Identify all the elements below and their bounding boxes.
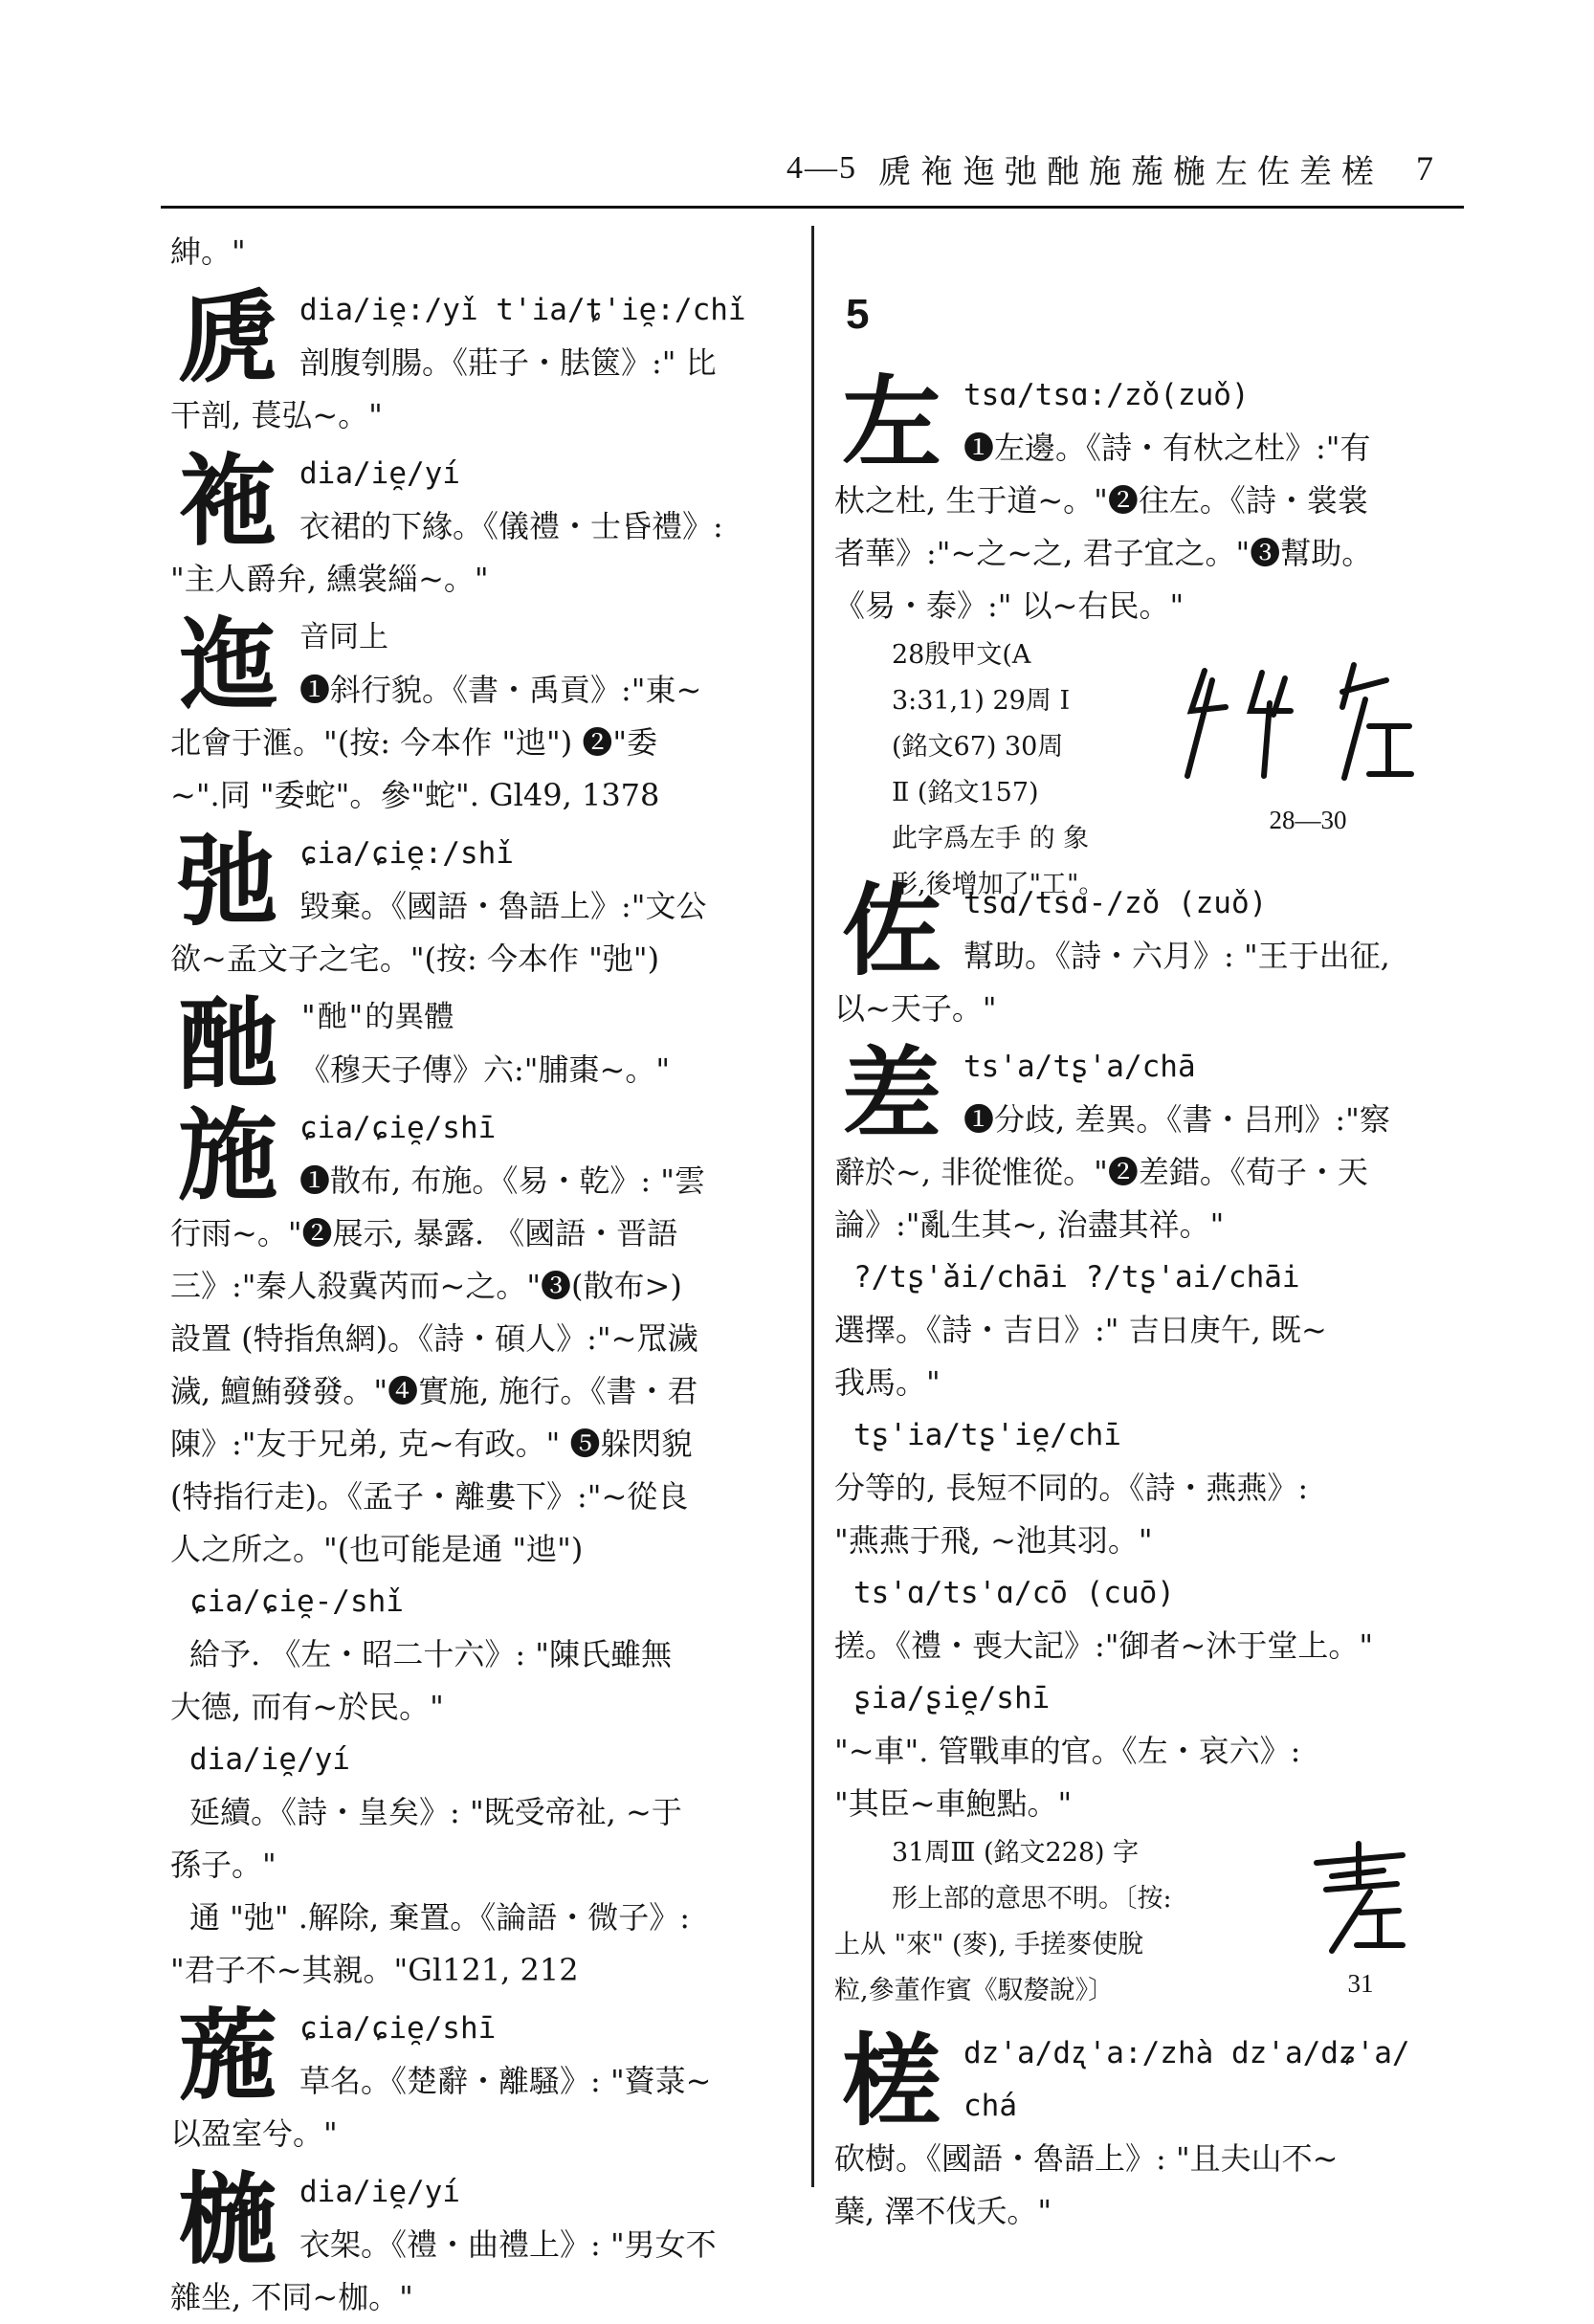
ancient-form-note	[834, 1830, 1466, 2022]
right-column	[834, 226, 1466, 2238]
pronunciation: dia/ie̯/yí	[299, 456, 460, 491]
head-character: 左	[841, 364, 941, 481]
definition-line: 三》:"秦人殺冀芮而~之。"❸(散布>)	[170, 1268, 682, 1304]
ancient-glyphs	[1303, 1834, 1418, 2006]
definition-line: "君子不~其親。"Gl121, 212	[170, 1952, 579, 1988]
column-divider	[811, 226, 814, 2187]
definition-line: 《易・泰》:" 以~右民。"	[834, 587, 1184, 624]
definition-line: 北會于滙。"(按: 今本作 "迆") ❷"委	[170, 724, 658, 761]
definition-line: 幫助。《詩・六月》: "王于出征,	[963, 938, 1390, 974]
definition-line: 選擇。《詩・吉日》:" 吉日庚午, 既~	[834, 1312, 1327, 1348]
definition-line: 衣架。《禮・曲禮上》: "男女不	[299, 2226, 717, 2263]
dictionary-entry	[834, 872, 1466, 1035]
definition-line: 大德, 而有~於民。"	[170, 1689, 444, 1725]
definition-line: 人之所之。"(也可能是通 "迆")	[170, 1531, 584, 1567]
definition-line: 草名。《楚辭・離騷》: "薋菉~	[299, 2063, 712, 2099]
pronunciation: tsɑ/tsɑ:/zǒ(zuǒ)	[963, 378, 1250, 412]
bronze-inscription-cha-image	[1303, 1834, 1418, 1959]
definition-line: 以盈室兮。"	[170, 2115, 338, 2152]
definition-line: 欲~孟文子之宅。"(按: 今本作 "弛")	[170, 941, 660, 977]
definition-line: 陳》:"友于兄弟, 克~有政。" ❺躲閃貌	[170, 1426, 693, 1462]
note-line: 形上部的意思不明。〔按:	[892, 1884, 1172, 1914]
definition-line: 《穆天子傳》六:"脯棗~。"	[299, 1051, 671, 1088]
dictionary-entry	[834, 1035, 1466, 1251]
definition-line: 通 "弛" .解除, 棄置。《論語・微子》:	[189, 1899, 691, 1936]
pronunciation: dia/ie̯:/yǐ t'ia/ȶ'ie̯:/chǐ	[299, 293, 746, 327]
definition-line: 蘖, 澤不伐夭。"	[834, 2193, 1052, 2229]
definition-line: 設置 (特指魚網)。《詩・碩人》:"~罛濊	[170, 1320, 698, 1357]
glyph-caption: 28—30	[1269, 806, 1347, 834]
pronunciation: tsɑ/tsɑ-/zǒ (zuǒ)	[963, 886, 1268, 920]
definition-line: 杕之杜, 生于道~。"❷往左。《詩・裳裳	[834, 482, 1368, 519]
sub-entry	[834, 1251, 1466, 1409]
definition-line: "其臣~車鮑點。"	[834, 1785, 1073, 1822]
sub-entry	[170, 1576, 797, 1734]
ancient-form-note	[834, 632, 1466, 899]
definition-line: 給予. 《左・昭二十六》: "陳氏雖無	[189, 1636, 673, 1672]
definition-line: 剖腹刳腸。《莊子・胠篋》:" 比	[299, 344, 717, 381]
section-number: 5	[846, 291, 870, 338]
definition-line: "燕燕于飛, ~池其羽。"	[834, 1522, 1153, 1559]
definition-line: 衣裙的下緣。《儀禮・士昏禮》:	[299, 508, 723, 544]
sub-entry	[834, 1672, 1466, 1830]
dictionary-entry	[834, 2022, 1466, 2238]
pronunciation: dz'a/dʐ'a:/zhà dz'a/dʑ'a/	[963, 2036, 1410, 2070]
definition-line: 者華》:"~之~之, 君子宜之。"❸幫助。	[834, 535, 1373, 571]
sub-entry	[834, 1567, 1466, 1672]
dictionary-entry	[834, 364, 1466, 632]
pronunciation: ɕia/ɕie̯-/shǐ	[189, 1584, 404, 1619]
pronunciation: dia/ie̯/yí	[299, 2175, 460, 2209]
definition-line: 干剖, 萇弘~。"	[170, 397, 383, 433]
pronunciation: dia/ie̯/yí	[189, 1742, 350, 1777]
sub-entry	[834, 1409, 1466, 1567]
note-line: (銘文67) 30周	[892, 732, 1064, 762]
definition-line: ❶分歧, 差異。《書・吕刑》:"察	[963, 1101, 1390, 1138]
header-entry-range: 4—5	[786, 150, 857, 186]
pronunciation: ts'ɑ/ts'ɑ/cō (cuō)	[853, 1576, 1175, 1610]
pronunciation: "酏"的異體	[299, 1000, 454, 1034]
dictionary-entry	[170, 278, 797, 442]
header-rule	[161, 206, 1464, 209]
definition-line: "主人爵弁, 纁裳緇~。"	[170, 561, 489, 597]
head-character: 迤	[177, 606, 277, 723]
pronunciation: ɕia/ɕie̯/shī	[299, 2011, 497, 2046]
note-line: 形,後增加了"工"。	[892, 870, 1105, 899]
dictionary-entry	[170, 2160, 797, 2324]
dictionary-entry	[170, 606, 797, 822]
continued-text: 紳。"	[170, 233, 246, 270]
head-character: 槎	[841, 2022, 941, 2139]
definition-line: "~車". 管戰車的官。《左・哀六》:	[834, 1733, 1301, 1769]
definition-line: 搓。《禮・喪大記》:"御者~沐于堂上。"	[834, 1627, 1374, 1664]
bronze-inscription-zuo-image	[1174, 652, 1442, 795]
definition-line: 延續。《詩・皇矣》: "既受帝祉, ~于	[189, 1794, 682, 1830]
running-header	[593, 142, 1435, 195]
header-characters: 虒袘迤弛酏施葹椸左佐差槎	[878, 152, 1384, 191]
note-line: 28殷甲文(A	[892, 640, 1031, 670]
definition-line: ❶斜行貌。《書・禹貢》:"東~	[299, 672, 702, 708]
pronunciation: tʂ'ia/tʂ'ie̯/chī	[853, 1418, 1121, 1452]
pronunciation: ɕia/ɕie̯/shī	[299, 1111, 497, 1145]
head-character: 椸	[177, 2160, 277, 2278]
note-line: 上从 "來" (麥), 手搓麥使脫	[834, 1930, 1144, 1959]
head-character: 葹	[177, 1997, 277, 2114]
definition-line: ❶散布, 布施。《易・乾》: "雲	[299, 1162, 706, 1199]
definition-line: 辭於~, 非從惟從。"❷差錯。《荀子・天	[834, 1154, 1368, 1190]
pronunciation: ɕia/ɕie̯:/shǐ	[299, 836, 514, 871]
note-line: 此字爲左手 的 象	[892, 824, 1090, 853]
note-line: 3:31,1) 29周 I	[892, 686, 1071, 716]
pronunciation: ts'a/tʂ'a/chā	[963, 1050, 1196, 1084]
head-character: 佐	[841, 872, 941, 989]
head-character: 虒	[177, 278, 277, 396]
definition-line: 濊, 鱣鮪發發。"❹實施, 施行。《書・君	[170, 1373, 698, 1409]
dictionary-entry	[170, 1997, 797, 2160]
note-line: Ⅱ (銘文157)	[892, 778, 1039, 808]
pronunciation: 音同上	[299, 620, 388, 654]
note-line: 粒,參董作賓《馭嫠說》〕	[834, 1976, 1115, 2005]
definition-line: 論》:"亂生其~, 治盡其祥。"	[834, 1206, 1225, 1243]
definition-line: 孫子。"	[170, 1847, 277, 1883]
definition-line: 砍樹。《國語・魯語上》: "且夫山不~	[834, 2140, 1339, 2177]
head-character: 酏	[177, 985, 277, 1103]
definition-line: (特指行走)。《孟子・離婁下》:"~從良	[170, 1478, 689, 1515]
definition-line: 分等的, 長短不同的。《詩・燕燕》:	[834, 1470, 1309, 1506]
head-character: 袘	[177, 442, 277, 560]
note-line: 31周Ⅲ (銘文228) 字	[892, 1838, 1140, 1868]
pronunciation: ?/tʂ'ǎi/chāi ?/tʂ'ai/chāi	[853, 1260, 1300, 1295]
definition-line: 毀棄。《國語・魯語上》:"文公	[299, 888, 707, 924]
page-number: 7	[1416, 149, 1435, 188]
definition-line: ~".同 "委蛇"。參"蛇". Gl49, 1378	[170, 777, 660, 813]
ancient-glyphs	[1174, 652, 1442, 843]
head-character: 弛	[177, 822, 277, 940]
sub-entry	[170, 1734, 797, 1997]
definition-line: 雜坐, 不同~枷。"	[170, 2279, 413, 2315]
pronunciation: ʂia/ʂie̯/shī	[853, 1681, 1051, 1715]
definition-line: 行雨~。"❷展示, 暴露. 《國語・晋語	[170, 1215, 678, 1251]
left-column	[170, 226, 797, 2324]
pronunciation-continued: chá	[963, 2089, 1017, 2123]
definition-line: 我馬。"	[834, 1364, 941, 1401]
dictionary-entry	[170, 822, 797, 985]
definition-line: 以~天子。"	[834, 990, 997, 1027]
head-character: 差	[841, 1035, 941, 1153]
dictionary-entry	[170, 442, 797, 606]
glyph-caption: 31	[1347, 1969, 1374, 1998]
head-character: 施	[177, 1096, 277, 1214]
dictionary-entry	[170, 985, 797, 1103]
definition-line: ❶左邊。《詩・有杕之杜》:"有	[963, 430, 1371, 466]
dictionary-entry	[170, 1096, 797, 1576]
